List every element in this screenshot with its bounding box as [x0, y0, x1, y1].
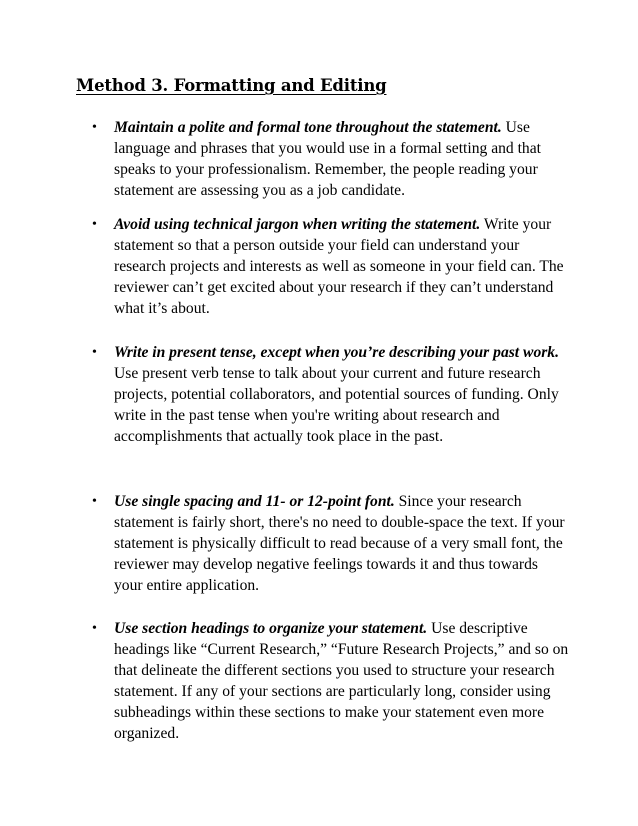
list-item-body: Write your statement so that a person outside your field can understand your research projects and interests as well as someone in your field can. The reviewer can’t get excited about your research if they can’t understand what it’s about. [114, 216, 564, 317]
bullet-icon: • [92, 345, 97, 360]
list-item-lead: Avoid using technical jargon when writing the statement. [114, 216, 481, 233]
bullet-icon: • [92, 621, 97, 636]
list-item-lead: Maintain a polite and formal tone throughout the statement. [114, 119, 502, 136]
list-item [92, 342, 570, 447]
list-item [92, 214, 570, 319]
list-item [92, 618, 570, 744]
section-heading: Method 3. Formatting and Editing [76, 76, 387, 95]
list-item-body: Since your research statement is fairly short, there's no need to double-space the text. If your statement is physically difficult to read because of a very small font, the reviewer may develop negative feelings towards it and thus towards your entire application. [114, 493, 565, 594]
bullet-icon: • [92, 217, 97, 232]
list-item-lead: Use single spacing and 11- or 12-point font. [114, 493, 395, 510]
bullet-icon: • [92, 120, 97, 135]
list-item [92, 117, 570, 201]
list-item [92, 491, 570, 596]
list-item-text [114, 618, 570, 744]
list-item-lead: Write in present tense, except when you’re describing your past work. [114, 344, 560, 361]
list-item-text [114, 491, 570, 596]
list-item-body: Use descriptive headings like “Current Research,” “Future Research Projects,” and so on that delineate the different sections you used to structure your research statement. If any of your sections are particularly long, consider using subheadings within these sections to make your statement even more organized. [114, 620, 569, 742]
list-item-text [114, 342, 570, 447]
list-item-body: Use language and phrases that you would use in a formal setting and that speaks to your professionalism. Remember, the people reading your statement are assessing you as a job candidate. [114, 119, 541, 199]
list-item-text [114, 214, 570, 319]
list-item-body: Use present verb tense to talk about your current and future research projects, potential collaborators, and potential sources of funding. Only write in the past tense when you're writing about research and accomplishments that actually took place in the past. [114, 365, 559, 445]
bullet-icon: • [92, 494, 97, 509]
list-item-lead: Use section headings to organize your statement. [114, 620, 428, 637]
list-item-text [114, 117, 570, 201]
